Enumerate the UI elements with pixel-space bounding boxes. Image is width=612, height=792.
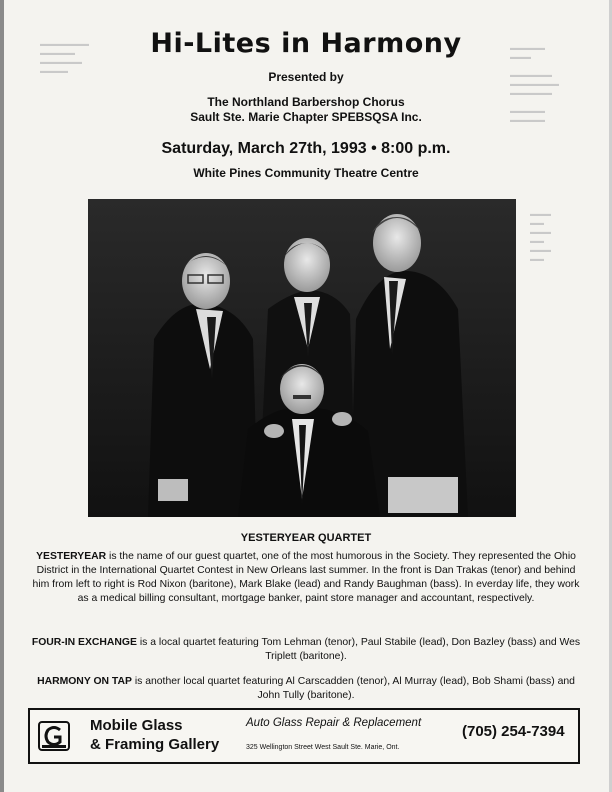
yesteryear-text: is the name of our guest quartet, one of the most humorous in the Society. They represented the Ohio District in the International Quartet Contest in New Orleans last summer. In the front is Dan Trakas (tenor) and behind him from left to right is Rod Nixon (baritone), Mark Blake (lead) and Randy Baughman (bass). In everday life, they work as a medical billing consultant, mortgage banker, paint store manager and accountant, respectively. (32, 551, 580, 604)
sponsor-name-line1: Mobile Glass (90, 717, 183, 734)
harmony-on-tap-lead: HARMONY ON TAP (37, 676, 132, 687)
quartet-photo-illustration (88, 199, 516, 517)
mobile-glass-logo-icon (38, 721, 70, 751)
event-venue: White Pines Community Theatre Centre (193, 166, 419, 180)
sponsor-phone: (705) 254-7394 (462, 723, 565, 740)
harmony-on-tap-paragraph (30, 675, 582, 703)
organization-name: The Northland Barbershop Chorus (207, 95, 405, 109)
sponsor-name (90, 716, 219, 754)
quartet-photo (88, 199, 516, 517)
four-in-exchange-lead: FOUR-IN EXCHANGE (31, 637, 137, 648)
bleed-through: ▬▬▬▬▬ ▬▬▬ ▬▬▬▬▬▬ ▬▬▬▬▬▬▬ ▬▬▬▬▬▬ ▬▬▬▬▬ ▬▬▬▬▬ (510, 45, 559, 124)
sponsor-name-line2: & Framing Gallery (90, 736, 220, 753)
yesteryear-paragraph (30, 550, 582, 606)
four-in-exchange-paragraph (30, 636, 582, 664)
sponsor-address: 325 Wellington Street West Sault Ste. Marie, Ont. (246, 744, 400, 751)
bleed-through: ▬▬▬ ▬▬ ▬▬▬ ▬▬ ▬▬▬ ▬▬ (530, 211, 551, 263)
yesteryear-lead: YESTERYEAR (36, 551, 107, 562)
bleed-through: ▬▬▬▬▬▬▬ ▬▬▬▬▬ ▬▬▬▬▬▬ ▬▬▬▬ (40, 41, 89, 75)
four-in-exchange-text: is a local quartet featuring Tom Lehman (tenor), Paul Stabile (lead), Don Bazley (bass) and Wes Triplett (baritone). (136, 637, 581, 662)
sponsor-ad (28, 708, 580, 764)
poster-title: Hi-Lites in Harmony (150, 28, 462, 59)
sponsor-tagline: Auto Glass Repair & Replacement (246, 717, 422, 729)
harmony-on-tap-text: is another local quartet featuring Al Carscadden (tenor), Al Murray (lead), Bob Shami (bass) and John Tully (baritone). (131, 676, 575, 701)
event-date-time: Saturday, March 27th, 1993 • 8:00 p.m. (161, 140, 451, 157)
organization-chapter: Sault Ste. Marie Chapter SPEBSQSA Inc. (190, 110, 422, 124)
presented-by: Presented by (268, 70, 344, 84)
quartet-heading: YESTERYEAR QUARTET (240, 532, 372, 544)
